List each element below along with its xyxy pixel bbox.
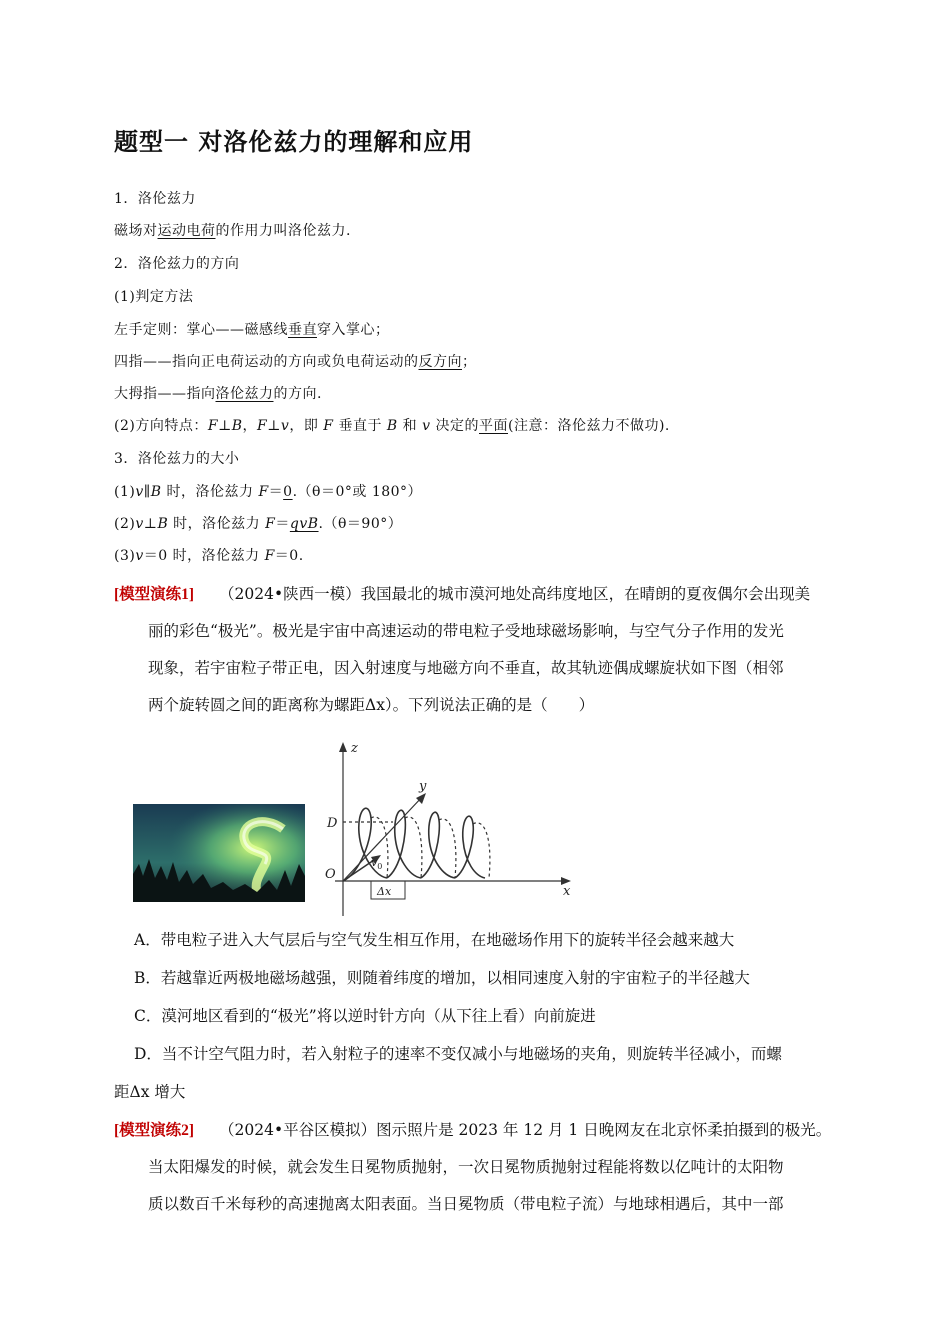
question-1-tag: [模型演练1]	[114, 586, 195, 603]
helix-loop	[387, 810, 421, 878]
magnitude-perpendicular-line: (2)v⊥B 时，洛伦兹力 F＝qvB.（θ＝90°）	[114, 516, 403, 532]
z-axis-arrow-icon	[339, 742, 347, 752]
helix-loop-back	[473, 823, 490, 878]
helix-loop	[421, 812, 455, 878]
helix-loop	[455, 816, 485, 878]
sub-heading-method: (1)判定方法	[114, 289, 194, 305]
helix-trajectory-diagram	[315, 738, 585, 918]
definition-line: 磁场对运动电荷的作用力叫洛伦兹力.	[114, 223, 351, 239]
y-axis-label: y	[419, 779, 427, 794]
thumb-line: 大拇指——指向洛伦兹力的方向.	[114, 386, 322, 402]
left-hand-rule-line: 左手定则：掌心——磁感线垂直穿入掌心；	[114, 322, 390, 338]
option-a[interactable]: A．带电粒子进入大气层后与空气发生相互作用，在地磁场作用下的旋转半径会越来越大	[134, 931, 735, 949]
direction-features-line: (2)方向特点：F⊥B，F⊥v，即 F 垂直于 B 和 v 决定的平面(注意：洛伦兹力不做功).	[114, 418, 670, 434]
question-2-stem: [模型演练2] （2024•平谷区模拟）图示照片是 2023 年 12 月 1 日晚网友在北京怀柔拍摄到的极光。 当太阳爆发的时候，就会发生日冕物质抛射，一次日冕物质抛射过程能将数以亿吨计的太阳物 质以数百千米每秒的高速抛离太阳表面。当日冕物质（带电粒子流）与地球相遇后，其中一部	[114, 1121, 832, 1213]
D-label: D	[327, 816, 338, 831]
delta-x-label: Δx	[377, 885, 392, 898]
magnitude-zero-line: (3)v＝0 时，洛伦兹力 F＝0.	[114, 548, 304, 564]
v0-label: $v_0$	[371, 856, 383, 871]
section-2-heading: 2．洛伦兹力的方向	[114, 256, 240, 272]
option-d-continued: 距Δx 增大	[114, 1083, 186, 1101]
section-3-heading: 3．洛伦兹力的大小	[114, 451, 240, 467]
magnitude-parallel-line: (1)v∥B 时，洛伦兹力 F＝0.（θ＝0°或 180°）	[114, 484, 423, 500]
option-d[interactable]: D．当不计空气阻力时，若入射粒子的速率不变仅减小与地磁场的夹角，则旋转半径减小，而螺	[134, 1045, 782, 1063]
option-b[interactable]: B．若越靠近两极地磁场越强，则随着纬度的增加，以相同速度入射的宇宙粒子的半径越大	[134, 969, 750, 987]
y-axis	[343, 796, 423, 881]
z-axis-label: z	[351, 741, 358, 756]
section-1-heading: 1．洛伦兹力	[114, 191, 196, 207]
aurora-photo	[133, 804, 305, 902]
option-c[interactable]: C．漠河地区看到的“极光”将以逆时针方向（从下往上看）向前旋进	[134, 1007, 596, 1025]
origin-label: O	[325, 867, 336, 882]
question-1-stem: [模型演练1] （2024•陕西一模）我国最北的城市漠河地处高纬度地区，在晴朗的夏夜偶尔会出现美 丽的彩色“极光”。极光是宇宙中高速运动的带电粒子受地球磁场影响，与空气分子作用的发光 现象，若宇宙粒子带正电，因入射速度与地磁方向不垂直，故其轨迹偶成螺旋状如下图（相邻 两个旋转圆之间的距离称为螺距Δx）。下列说法正确的是（ ）	[114, 585, 811, 714]
x-axis-label: x	[563, 884, 571, 899]
page-title: 题型一 对洛伦兹力的理解和应用	[114, 128, 474, 156]
question-2-tag: [模型演练2]	[114, 1122, 195, 1139]
four-fingers-line: 四指——指向正电荷运动的方向或负电荷运动的反方向；	[114, 354, 477, 370]
